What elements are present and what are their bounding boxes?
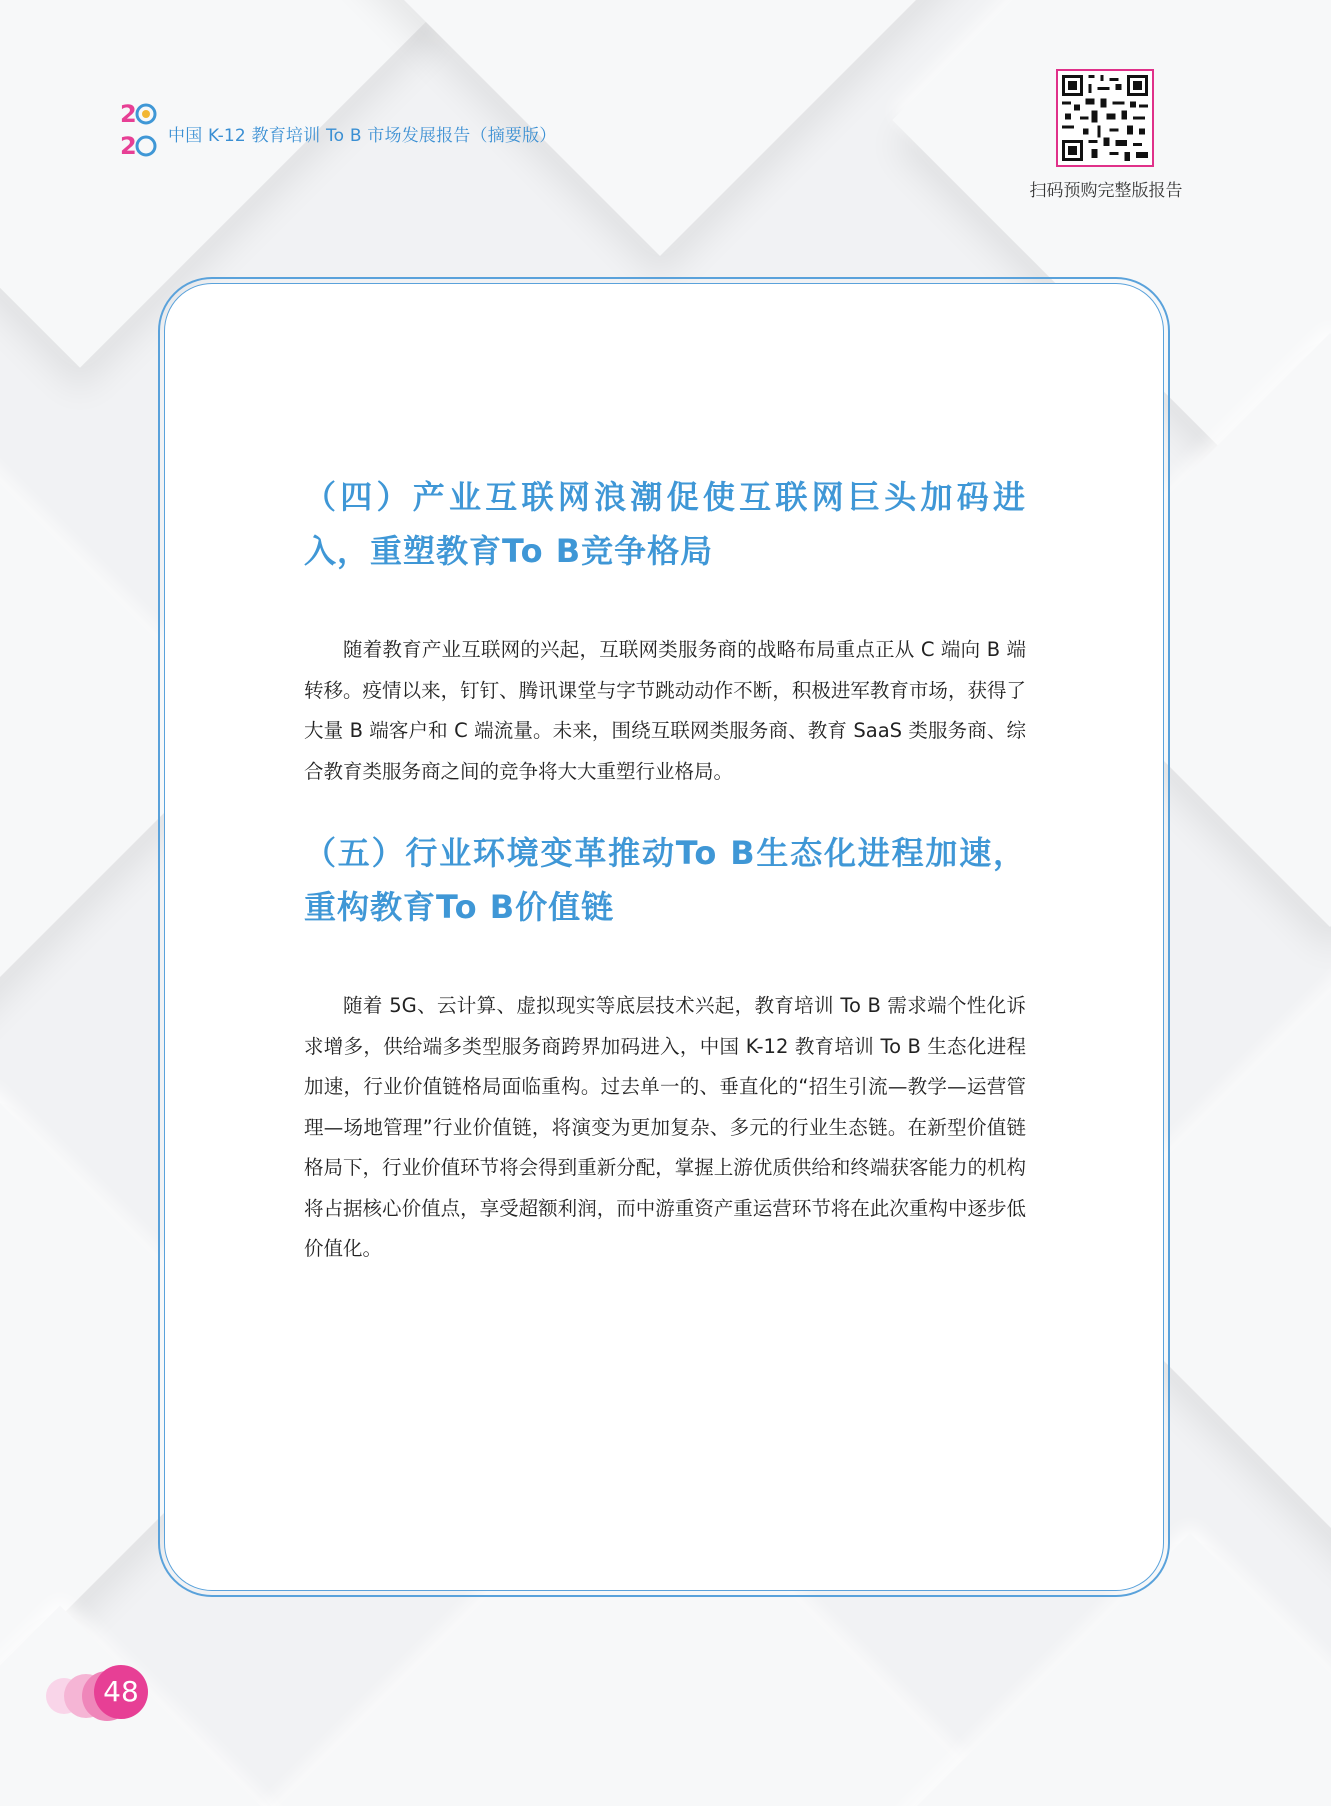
report-title: 中国 K-12 教育培训 To B 市场发展报告（摘要版） [168,126,557,146]
card-content [304,470,1026,1270]
page-number: 48 [94,1665,148,1719]
section-body: 随着 5G、云计算、虚拟现实等底层技术兴起，教育培训 To B 需求端个性化诉求增多，供给端多类型服务商跨界加码进入，中国 K-12 教育培训 To B 生态化进程加速，行业价值链格局面临重构。过去单一的、垂直化的“招生引流—教学—运营管理—场地管理”行业价值链，将演变为更加复杂、多元的行业生态链。在新型价值链格局下，行业价值环节将会得到重新分配，掌握上游优质供给和终端获客能力的机构将占据核心价值点，享受超额利润，而中游重资产重运营环节将在此次重构中逐步低价值化。 [304,994,1026,1260]
qr-code-image [1062,75,1148,161]
svg-text:2: 2 [120,132,137,160]
qr-code[interactable] [1056,69,1154,167]
section-heading: （五）行业环境变革推动To B生态化进程加速，重构教育To B价值链 [304,834,1026,926]
section-heading: （四）产业互联网浪潮促使互联网巨头加码进入，重塑教育To B竞争格局 [304,478,1026,570]
qr-caption: 扫码预购完整版报告 [1029,181,1183,201]
report-year-logo [118,98,162,162]
section-body: 随着教育产业互联网的兴起，互联网类服务商的战略布局重点正从 C 端向 B 端转移。疫情以来，钉钉、腾讯课堂与字节跳动动作不断，积极进军教育市场，获得了大量 B 端客户和 C 端流量。未来，围绕互联网类服务商、教育 SaaS 类服务商、综合教育类服务商之间的竞争将大大重塑行业格局。 [304,638,1026,783]
svg-text:2: 2 [120,100,137,128]
